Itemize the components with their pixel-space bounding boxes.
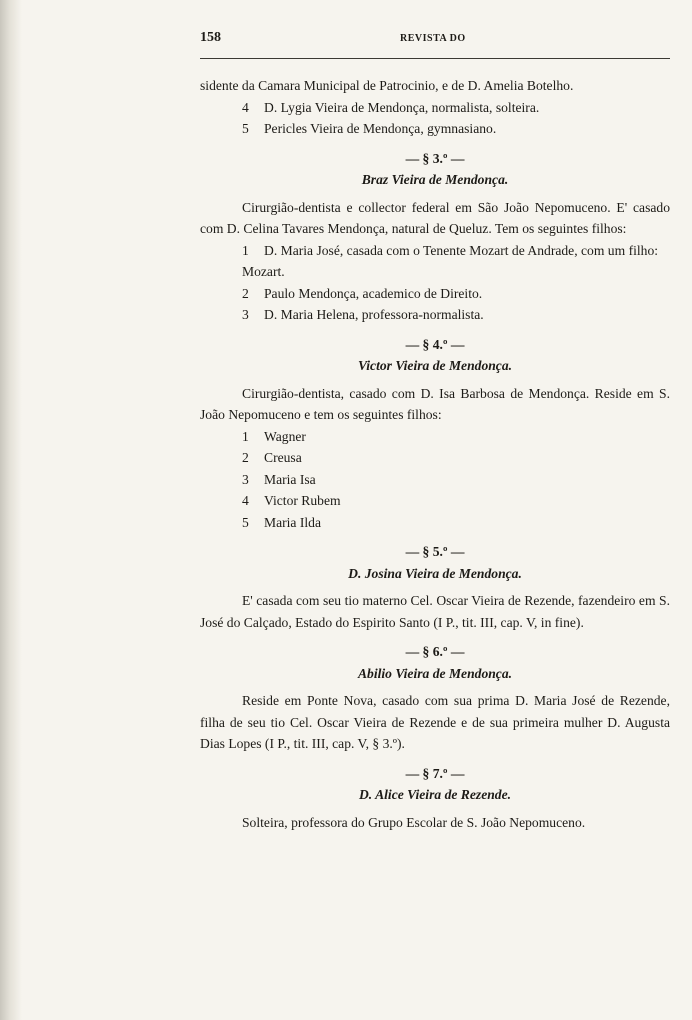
list-item-number: 1 (242, 242, 249, 258)
section-title: Abilio Vieira de Mendonça. (357, 665, 513, 681)
list-item-text: Maria Ilda (264, 514, 321, 530)
page-content (200, 30, 670, 833)
page-gutter-shadow (0, 0, 22, 1020)
section-paragraph: Solteira, professora do Grupo Escolar de S. João Nepomuceno. (242, 814, 586, 830)
section-mark: — § 5.º — (405, 544, 465, 559)
list-item-text: Creusa (264, 450, 302, 465)
list-item-number: 3 (242, 471, 249, 487)
section-paragraph: Cirurgião-dentista, casado com D. Isa Barbosa de Mendonça. Reside em S. João Nepomuceno e tem os seguintes filhos: (200, 385, 670, 422)
list-item-text: Maria Isa (264, 471, 316, 487)
list-item (200, 426, 670, 448)
section-mark: — § 6.º — (405, 644, 465, 659)
continuation-paragraph: sidente da Camara Municipal de Patrocinio, e de D. Amelia Botelho. (200, 78, 574, 93)
section-title: Braz Vieira de Mendonça. (361, 172, 509, 187)
list-item (200, 240, 670, 283)
page-header (200, 30, 670, 52)
list-item (200, 469, 670, 491)
section-title: Victor Vieira de Mendonça. (357, 358, 513, 373)
header-rule (200, 58, 670, 59)
list-item (200, 512, 670, 534)
section-paragraph: Reside em Ponte Nova, casado com sua prima D. Maria José de Rezende, filha de seu tio Cel. Oscar Vieira de Rezende e de sua primeira mulher D. Augusta Dias Lopes (I P., tit. III, cap. V, § 3.º). (200, 693, 670, 751)
running-head: REVISTA DO (400, 33, 466, 44)
list-item-text: D. Lygia Vieira de Mendonça, normalista, solteira. (264, 99, 540, 115)
list-item (200, 283, 670, 305)
section-mark: — § 4.º — (405, 336, 465, 352)
list-item (200, 118, 670, 140)
page-number: 158 (200, 30, 221, 45)
list-item-number: 2 (242, 285, 249, 301)
list-item-text: Paulo Mendonça, academico de Direito. (264, 285, 483, 301)
list-item (200, 304, 670, 326)
list-item-number: 4 (242, 99, 249, 115)
list-item-number: 3 (242, 307, 249, 322)
section-paragraph: E' casada com seu tio materno Cel. Oscar Vieira de Rezende, fazendeiro em S. José do Calçado, Estado do Espirito Santo (I P., tit. III, cap. V, in fine). (200, 593, 670, 630)
list-item (200, 97, 670, 119)
list-item-text: Pericles Vieira de Mendonça, gymnasiano. (264, 121, 497, 136)
section-title: D. Josina Vieira de Mendonça. (348, 565, 522, 581)
section-mark: — § 7.º — (405, 765, 465, 781)
list-item-text: D. Maria Helena, professora-normalista. (264, 307, 484, 322)
list-item-number: 1 (242, 428, 249, 444)
list-item (200, 490, 670, 512)
section-title: D. Alice Vieira de Rezende. (358, 787, 512, 802)
section-mark: — § 3.º — (405, 150, 465, 166)
section-paragraph: Cirurgião-dentista e collector federal em São João Nepomuceno. E' casado com D. Celina Tavares Mendonça, natural de Queluz. Tem os seguintes filhos: (200, 199, 670, 236)
list-item-number: 5 (242, 514, 249, 530)
list-item-text: D. Maria José, casada com o Tenente Mozart de Andrade, com um filho: Mozart. (242, 242, 659, 279)
list-item (200, 447, 670, 469)
list-item-number: 2 (242, 450, 249, 465)
list-item-text: Wagner (264, 428, 306, 444)
list-item-number: 4 (242, 493, 249, 508)
list-item-number: 5 (242, 121, 249, 136)
list-item-text: Victor Rubem (264, 493, 341, 508)
